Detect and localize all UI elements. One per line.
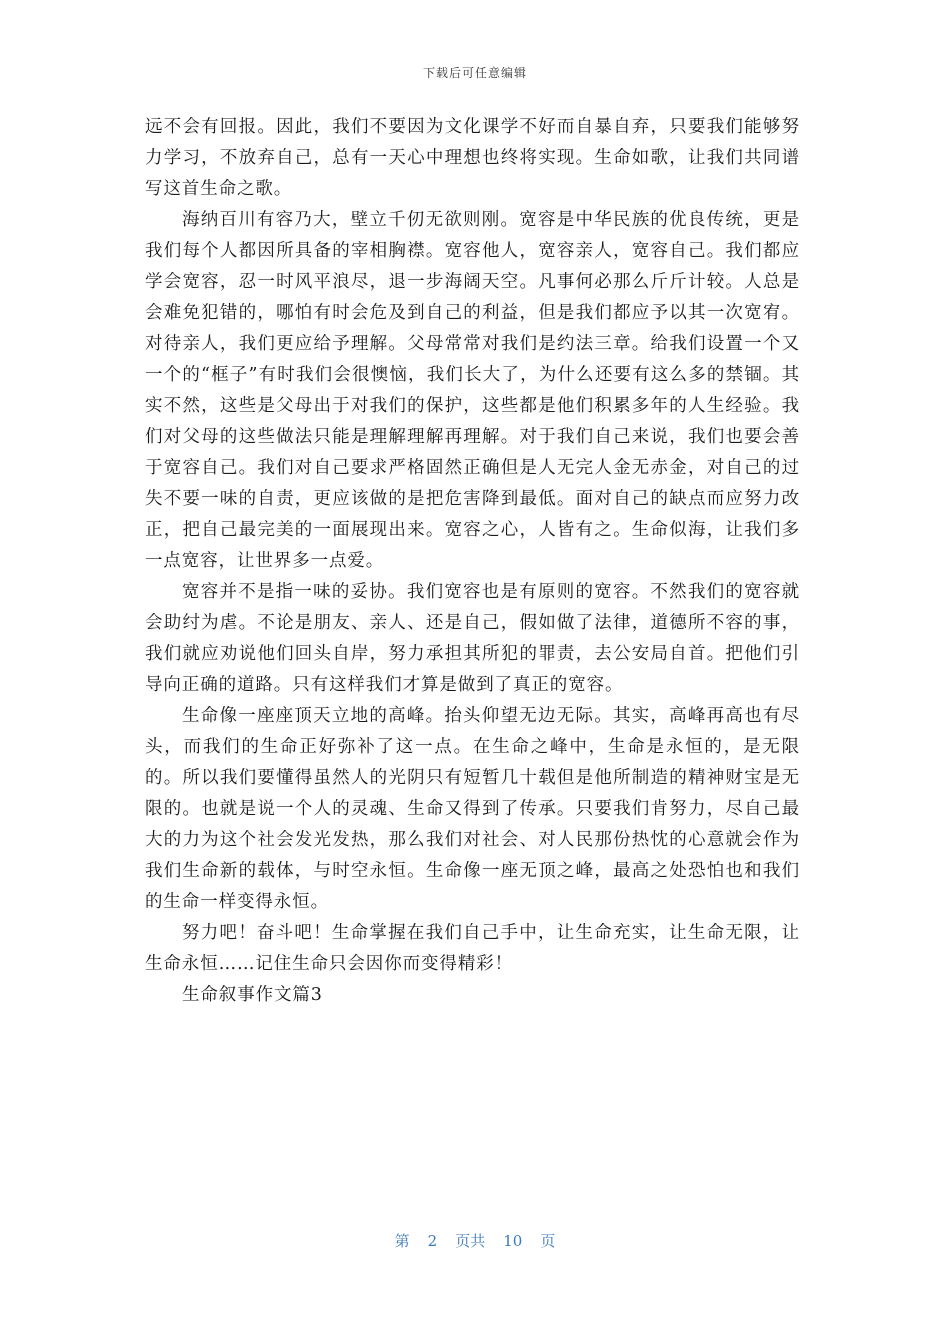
footer-page-number: 2 <box>427 1232 438 1250</box>
footer-total-unit: 页 <box>540 1232 556 1250</box>
section-heading: 生命叙事作文篇3 <box>182 985 323 1005</box>
paragraph-3: 宽容并不是指一味的妥协。我们宽容也是有原则的宽容。不然我们的宽容就会助纣为虐。不论是朋友、亲人、还是自己，假如做了法律，道德所不容的事，我们就应劝说他们回头自岸，努力承担其所犯的罪责，去公安局自首。把他们引导向正确的道路。只有这样我们才算是做到了真正的宽容。 <box>145 582 800 695</box>
page-footer <box>0 1230 950 1251</box>
paragraph-2: 海纳百川有容乃大，壁立千仞无欲则刚。宽容是中华民族的优良传统，更是我们每个人都因所具备的宰相胸襟。宽容他人，宽容亲人，宽容自己。我们都应学会宽容，忍一时风平浪尽，退一步海阔天空。凡事何必那么斤斤计较。人总是会难免犯错的，哪怕有时会危及到自己的利益，但是我们都应予以其一次宽宥。对待亲人，我们更应给予理解。父母常常对我们是约法三章。给我们设置一个又一个的“框子”有时我们会很懊恼，我们长大了，为什么还要有这么多的禁锢。其实不然，这些是父母出于对我们的保护，这些都是他们积累多年的人生经验。我们对父母的这些做法只能是理解理解再理解。对于我们自己来说，我们也要会善于宽容自己。我们对自己要求严格固然正确但是人无完人金无赤金，对自己的过失不要一味的自责，更应该做的是把危害降到最低。面对自己的缺点而应努力改正，把自己最完美的一面展现出来。宽容之心，人皆有之。生命似海，让我们多一点宽容，让世界多一点爱。 <box>145 210 800 571</box>
paragraph-4: 生命像一座座顶天立地的高峰。抬头仰望无边无际。其实，高峰再高也有尽头，而我们的生命正好弥补了这一点。在生命之峰中，生命是永恒的，是无限的。所以我们要懂得虽然人的光阴只有短暂几十载但是他所制造的精神财宝是无限的。也就是说一个人的灵魂、生命又得到了传承。只要我们肯努力，尽自己最大的力为这个社会发光发热，那么我们对社会、对人民那份热忱的心意就会作为我们生命新的载体，与时空永恒。生命像一座无顶之峰，最高之处恐怕也和我们的生命一样变得永恒。 <box>145 706 800 912</box>
footer-page-unit: 页共 <box>455 1232 486 1250</box>
paragraph-5: 努力吧！奋斗吧！生命掌握在我们自己手中，让生命充实，让生命无限，让生命永恒……记住生命只会因你而变得精彩！ <box>145 923 800 974</box>
page-header: 下载后可任意编辑 <box>422 66 527 80</box>
footer-total-pages: 10 <box>503 1232 523 1250</box>
document-body <box>145 112 800 1011</box>
paragraph-1: 远不会有回报。因此，我们不要因为文化课学不好而自暴自弃，只要我们能够努力学习，不放弃自己，总有一天心中理想也终将实现。生命如歌，让我们共同谱写这首生命之歌。 <box>145 117 800 199</box>
footer-page-label: 第 <box>394 1232 410 1250</box>
